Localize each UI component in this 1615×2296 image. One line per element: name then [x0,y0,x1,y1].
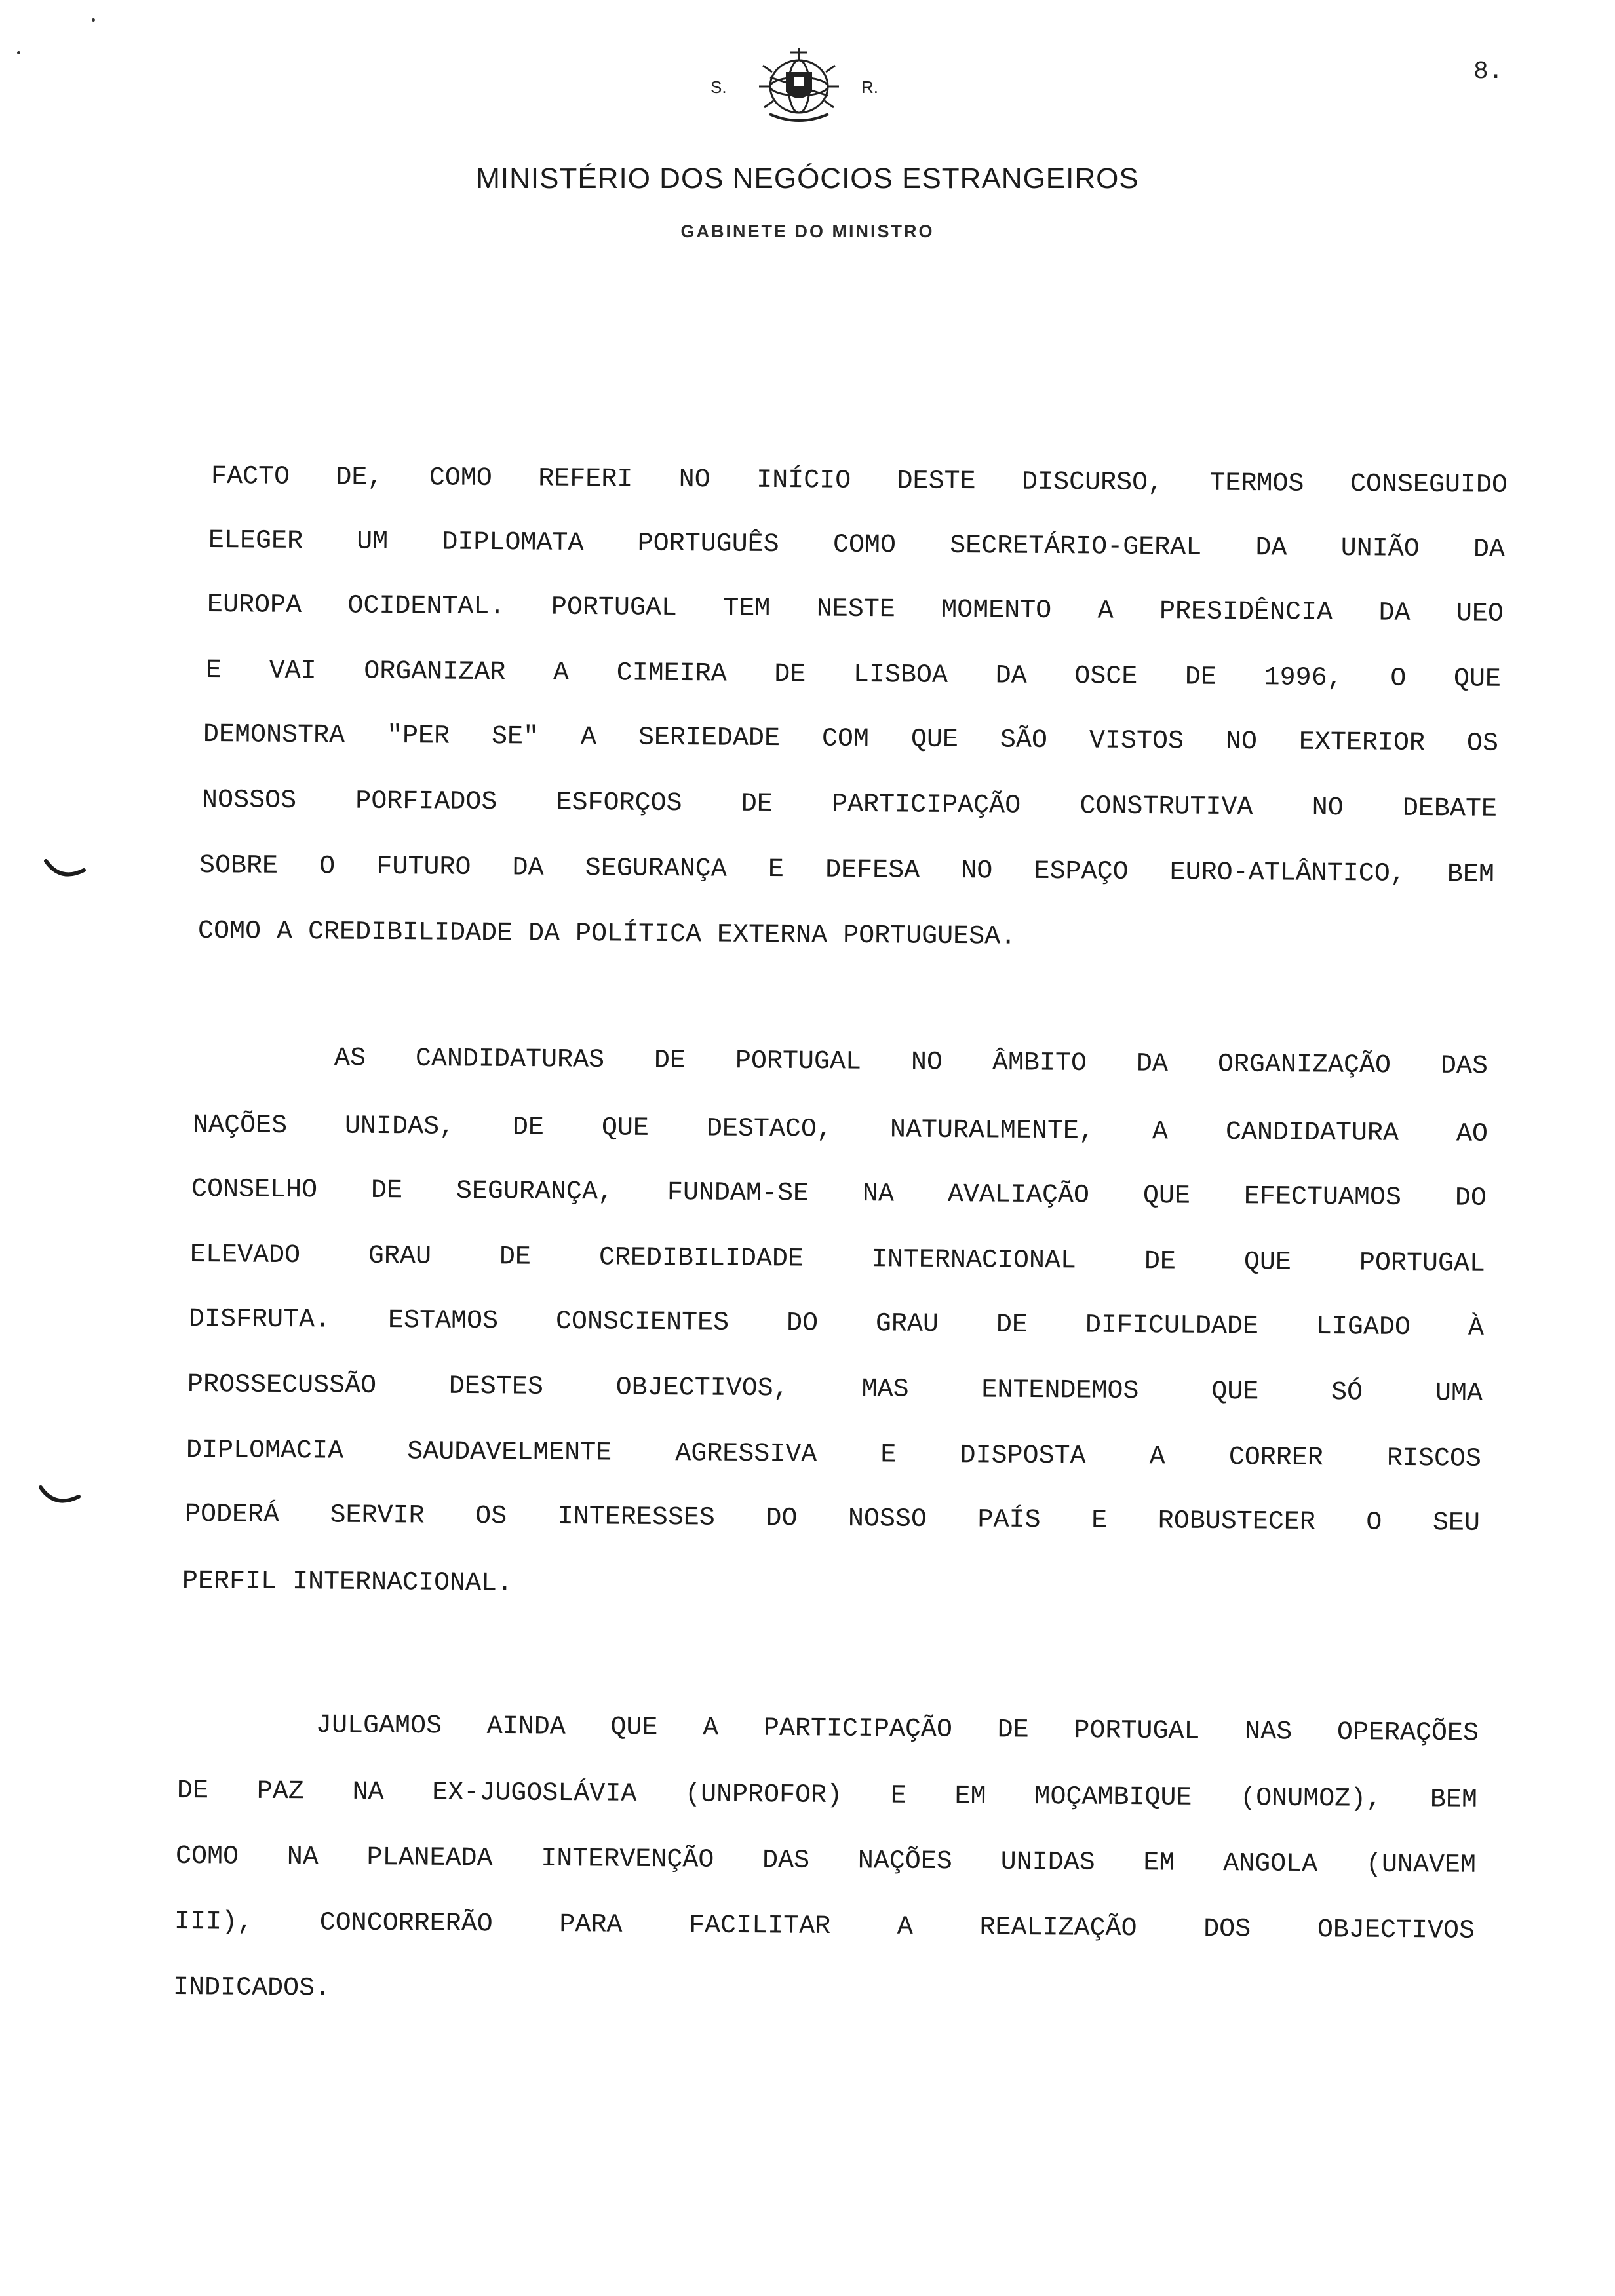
crest-right-letter: R. [861,77,878,97]
page-number: 8. [1473,58,1504,86]
text-line: DEMONSTRA "PER SE" A SERIEDADE COM QUE SÃO VISTOS NO EXTERIOR OS [203,720,1499,759]
text-line: PERFIL INTERNACIONAL. [182,1567,513,1599]
text-line: E VAI ORGANIZAR A CIMEIRA DE LISBOA DA OSCE DE 1996, O QUE [205,656,1502,695]
text-line: DIPLOMACIA SAUDAVELMENTE AGRESSIVA E DISPOSTA A CORRER RISCOS [185,1436,1482,1474]
margin-check-mark-icon [42,856,88,882]
text-line: NAÇÕES UNIDAS, DE QUE DESTACO, NATURALMENTE, A CANDIDATURA AO [192,1111,1489,1149]
text-line: III), CONCORRERÃO PARA FACILITAR A REALIZAÇÃO DOS OBJECTIVOS [174,1907,1475,1946]
text-line: EUROPA OCIDENTAL. PORTUGAL TEM NESTE MOMENTO A PRESIDÊNCIA DA UEO [206,590,1504,629]
margin-check-mark-icon [37,1482,83,1508]
text-line: NOSSOS PORFIADOS ESFORÇOS DE PARTICIPAÇÃO CONSTRUTIVA NO DEBATE [201,786,1498,824]
text-line: SOBRE O FUTURO DA SEGURANÇA E DEFESA NO ESPAÇO EURO-ATLÂNTICO, BEM [199,851,1495,890]
text-line: INDICADOS. [172,1973,331,2004]
text-line: ELEGER UM DIPLOMATA PORTUGUÊS COMO SECRETÁRIO-GERAL DA UNIÃO DA [208,526,1506,565]
cabinet-subheading: GABINETE DO MINISTRO [680,221,935,241]
text-line: FACTO DE, COMO REFERI NO INÍCIO DESTE DISCURSO, TERMOS CONSEGUIDO [210,462,1508,501]
text-line: ELEVADO GRAU DE CREDIBILIDADE INTERNACIONAL DE QUE PORTUGAL [189,1240,1486,1279]
text-line: COMO NA PLANEADA INTERVENÇÃO DAS NAÇÕES UNIDAS EM ANGOLA (UNAVEM [175,1842,1477,1881]
coat-of-arms-icon [750,46,848,124]
crest-header [695,46,905,124]
text-line: AS CANDIDATURAS DE PORTUGAL NO ÂMBITO DA ORGANIZAÇÃO DAS [334,1044,1489,1082]
text-line: PROSSECUSSÃO DESTES OBJECTIVOS, MAS ENTENDEMOS QUE SÓ UMA [187,1370,1483,1409]
scan-speck [92,18,95,22]
text-line: PODERÁ SERVIR OS INTERESSES DO NOSSO PAÍS E ROBUSTECER O SEU [184,1500,1481,1539]
scan-speck [17,51,20,54]
text-line: DE PAZ NA EX-JUGOSLÁVIA (UNPROFOR) E EM MOÇAMBIQUE (ONUMOZ), BEM [176,1776,1478,1815]
ministry-heading: MINISTÉRIO DOS NEGÓCIOS ESTRANGEIROS [476,163,1139,195]
text-line: JULGAMOS AINDA QUE A PARTICIPAÇÃO DE PORTUGAL NAS OPERAÇÕES [315,1711,1479,1749]
text-line: COMO A CREDIBILIDADE DA POLÍTICA EXTERNA PORTUGUESA. [197,917,1017,952]
crest-left-letter: S. [710,77,727,97]
text-line: DISFRUTA. ESTAMOS CONSCIENTES DO GRAU DE DIFICULDADE LIGADO À [188,1305,1485,1343]
text-line: CONSELHO DE SEGURANÇA, FUNDAM-SE NA AVALIAÇÃO QUE EFECTUAMOS DO [191,1175,1487,1214]
